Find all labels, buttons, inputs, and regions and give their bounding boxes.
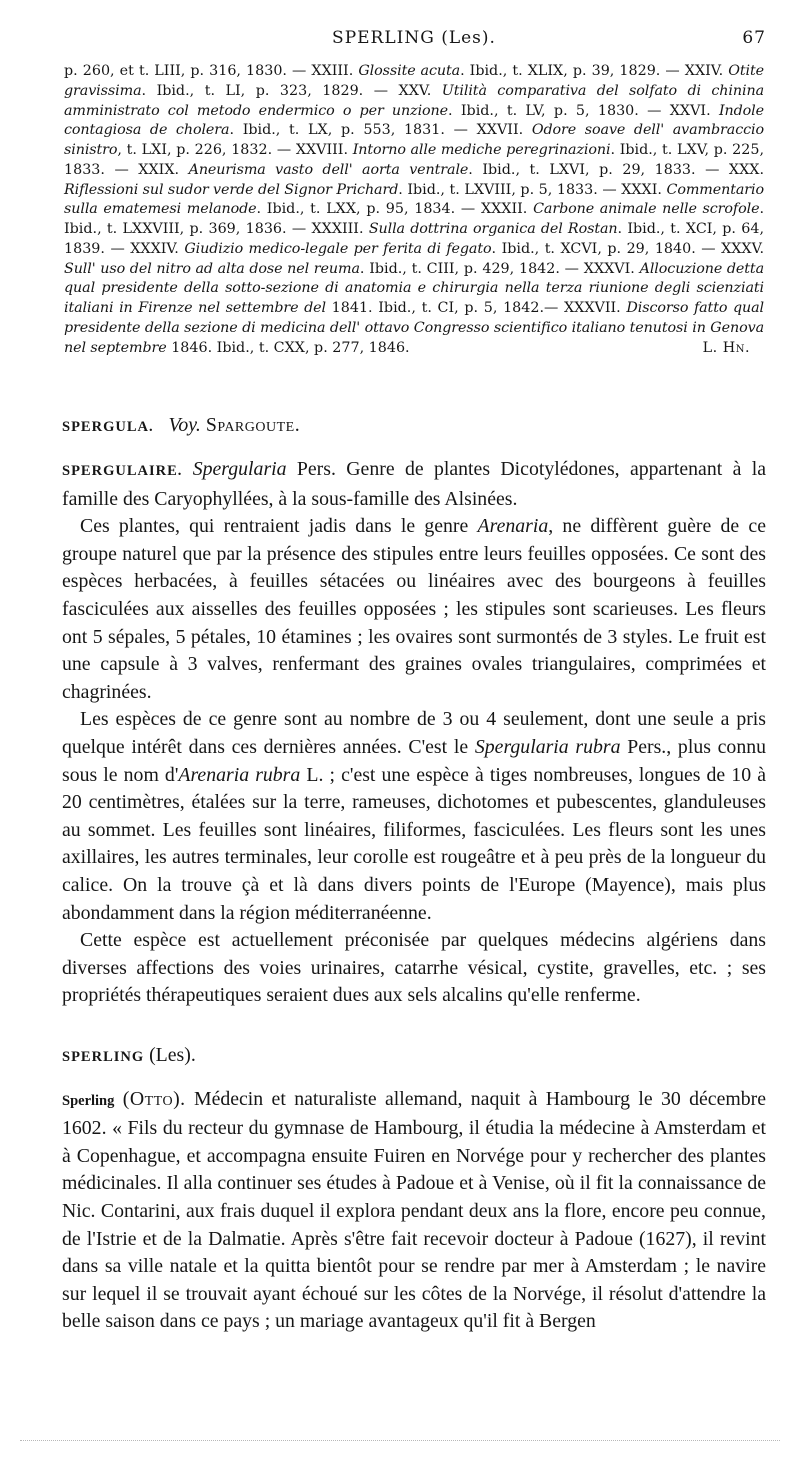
paragraph-text: Ces plantes, qui rentraient jadis dans le genre	[80, 515, 478, 538]
biblio-text: . Ibid., t. LXXVIII, p. 369, 1836. — XXXIII.	[64, 201, 764, 237]
section-heading	[62, 1042, 766, 1072]
biblio-text: . Ibid., t. LV, p. 5, 1830. — XXVI.	[448, 102, 719, 119]
biblio-title: Riflessioni sul sudor verde del Signor Prichard	[64, 181, 399, 198]
biblio-text: . Ibid., t. XLIX, p. 39, 1829. — XXIV.	[460, 63, 729, 79]
biblio-text: p. 260, et t. LIII, p. 316, 1830. — XXIII.	[64, 63, 359, 79]
biblio-title: Intorno alle mediche peregrinazioni	[352, 142, 611, 158]
biblio-text: . Ibid., t. LXVIII, p. 5, 1833. — XXXI.	[398, 181, 667, 198]
biblio-title: Aneurisma vasto dell' aorta ventrale	[188, 161, 469, 178]
headword-sperling: SPERLING	[62, 1049, 145, 1065]
paragraph-text: , ne diffèrent guère de ce groupe naturel que par la présence des stipules entre leurs feuilles opposées. Ce sont des espèces herbacées, à feuilles sétacées ou linéaires avec des bourgeons à feuilles fasciculées aux aisselles des feuilles opposées ; les stipules sont scarieuses. Les fleurs ont 5 sépales, 5 pétales, 10 étamines ; les ovaires sont surmontés de 3 styles. Le fruit est une capsule à 3 valves, renfermant des graines ovales triangulaires, comprimées et chagrinées.	[62, 515, 766, 703]
person-name: (Otto).	[122, 1087, 186, 1110]
biblio-text: 1841. Ibid., t. CI, p. 5, 1842.— XXXVII.	[325, 300, 627, 316]
biblio-title: Sulla dottrina organica del Rostan	[368, 221, 618, 237]
biblio-title: Sull' uso del nitro ad alta dose nel reuma	[64, 260, 360, 277]
biblio-title: Otite gravissima	[64, 63, 764, 99]
headword-spergula: SPERGULA.	[62, 419, 154, 435]
biblio-text: . Ibid., t. XCI, p. 64, 1839. — XXXIV.	[64, 221, 764, 257]
cross-reference-link[interactable]: Spargoute.	[205, 414, 301, 436]
species-name: Spergularia rubra	[474, 735, 621, 758]
biblio-title: Odore soave dell' avambraccio sinistro	[64, 122, 764, 158]
paragraph	[62, 927, 766, 1010]
headword-spergulaire: SPERGULAIRE.	[62, 463, 183, 479]
sub-headword: Sperling	[62, 1092, 115, 1109]
biblio-text: . Ibid., t. LXV, p. 225, 1833. — XXIX.	[64, 142, 765, 178]
biblio-title: Allocuzione detta qual presidente della sotto-sezione di anatomia e chirurgia nella terza riunione degli scienziati italiani in Firenze nel settembre del	[64, 260, 764, 316]
paragraph	[62, 513, 766, 706]
paragraph-text: Pers., plus connu sous le nom d'	[62, 735, 766, 786]
biblio-text: , t. LXI, p. 226, 1832. — XXVIII.	[117, 142, 353, 158]
biblio-text: . Ibid., t. LXX, p. 95, 1834. — XXXII.	[256, 201, 534, 218]
biblio-title: Glossite acuta	[358, 63, 461, 79]
biblio-text: . Ibid., t. LX, p. 553, 1831. — XXVII.	[229, 122, 532, 139]
biblio-title: Utilità comparativa del solfato di chinina amministrato col metodo endermico o per unzione	[64, 82, 764, 119]
biblio-text: . Ibid., t. LXVI, p. 29, 1833. — XXX.	[468, 161, 765, 178]
paragraph	[62, 706, 766, 927]
biblio-text: 1846. Ibid., t. CXX, p. 277, 1846.	[166, 339, 410, 356]
entry-spergulaire	[62, 456, 766, 1010]
biblio-text: . Ibid., t. CIII, p. 429, 1842. — XXXVI.	[359, 260, 640, 277]
paragraph-text: L. ; c'est une espèce à tiges nombreuses, longues de 10 à 20 centimètres, étalées sur la terre, rameuses, dichotomes et pubescentes, glanduleuses au sommet. Les feuilles sont linéaires, filiformes, fasciculées. Les fleurs sont les unes axillaires, les autres terminales, leur corolle est rougeâtre et à peu près de la longueur du calice. On la trouve çà et là dans divers points de l'Europe (Mayence), mais plus abondamment dans la région méditerranéenne.	[62, 763, 766, 924]
see-also-label: Voy.	[168, 414, 201, 436]
biblio-text: . Ibid., t. XCVI, p. 29, 1840. — XXXV.	[491, 240, 764, 257]
headword-suffix: (Les).	[149, 1044, 196, 1066]
biblio-title: Giudizio medico-legale per ferita di fegato	[184, 240, 492, 257]
paragraph-text: Les espèces de ce genre sont au nombre de 3 ou 4 seulement, dont une seule a pris quelque intérêt dans ces dernières années. C'est le	[62, 708, 766, 758]
entry-sperling	[62, 1042, 766, 1336]
species-name: Arenaria rubra	[178, 763, 301, 786]
biblio-text: . Ibid., t. LI, p. 323, 1829. — XXV.	[141, 82, 442, 99]
paragraph	[62, 1086, 766, 1336]
biblio-title: Carbone animale nelle scrofole	[533, 201, 760, 218]
author-signature: L. Hn.	[702, 339, 750, 356]
paragraph	[62, 456, 766, 513]
paragraph-text: Médecin et naturaliste allemand, naquit à Hambourg le 30 décembre 1602. « Fils du recteur du gymnase de Hambourg, il étudia la médecine à Amsterdam et à Copenhague, et accompagna ensuite Fuiren en Norvége pour y rechercher des plantes médicinales. Il alla continuer ses études à Padoue et à Venise, où il fit la connaissance de Nic. Contarini, aux frais duquel il explora pendant deux ans la flore, encore peu connue, de l'Istrie et de la Dalmatie. Après s'être fait recevoir docteur à Padoue (1627), il revint dans sa ville natale et la quitta bientôt pour se rendre par mer à Amsterdam ; le navire sur lequel il se trouvait ayant échoué sur les côtes de la Norvége, il résolut d'attendre la belle saison dans ce pays ; un mariage avantageux qu'il fit à Bergen	[62, 1087, 766, 1333]
bibliography-continuation	[64, 62, 764, 358]
header-title: SPERLING (Les).	[332, 28, 496, 48]
entry-spergula	[62, 412, 766, 442]
paragraph-text: Cette espèce est actuellement préconisée par quelques médecins algériens dans diverses affections des voies urinaires, catarrhe vésical, cystite, gravelles, etc. ; ses propriétés thérapeutiques seraient dues aux sels alcalins qu'elle renferme.	[62, 929, 766, 1007]
genus-name: Arenaria	[477, 515, 549, 538]
biblio-title: Discorso fatto qual presidente della sezione di medicina dell' ottavo Congresso scientifico italiano tenutosi in Genova nel septembre	[64, 300, 764, 356]
biblio-title: Commentario sulla ematemesi melanode	[64, 181, 764, 218]
running-header	[62, 28, 766, 54]
paragraph-text: Pers. Genre de plantes Dicotylédones, appartenant à la famille des Caryophyllées, à la sous-famille des Alsinées.	[62, 458, 767, 510]
genus-name: Spergularia	[192, 458, 287, 480]
scan-edge-divider	[20, 1440, 780, 1443]
biblio-title: Indole contagiosa de cholera	[64, 102, 765, 139]
page-number: 67	[742, 28, 766, 48]
